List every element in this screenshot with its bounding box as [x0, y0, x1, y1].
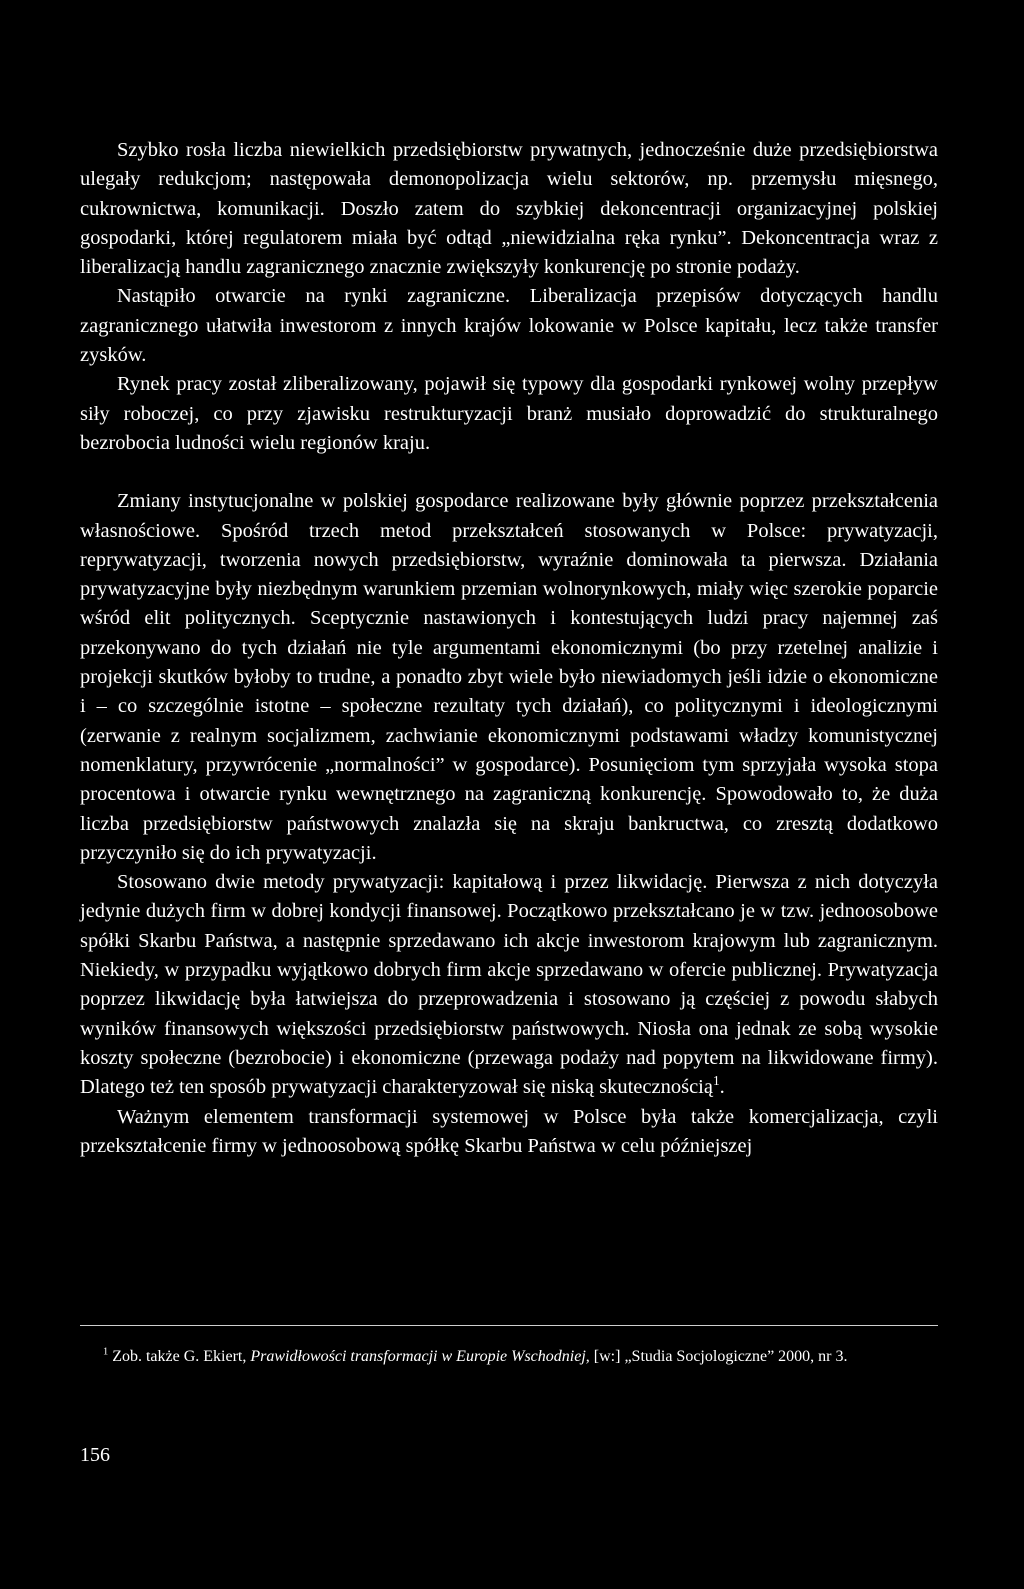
footnote-text-before: Zob. także G. Ekiert, — [112, 1348, 251, 1365]
footnote-divider — [80, 1325, 938, 1326]
paragraph-5 — [80, 868, 938, 1102]
footnote-number: 1 — [103, 1346, 109, 1358]
paragraph-5-text: Stosowano dwie metody prywatyzacji: kapitałową i przez likwidację. Pierwsza z nich dotyczyła jedynie dużych firm w dobrej kondycji finansowej. Początkowo przekształcano je w tzw. jednoosobowe spółki Skarbu Państwa, a następnie sprzedawano ich akcje inwestorom krajowym lub zagranicznym. Niekiedy, w przypadku wyjątkowo dobrych firm akcje sprzedawano w ofercie publicznej. Prywatyzacja poprzez likwidację była łatwiejsza do przeprowadzenia i stosowano ją częściej z powodu słabych wyników finansowych większości przedsiębiorstw państwowych. Niosła ona jednak ze sobą wysokie koszty społeczne (bezrobocie) i ekonomiczne (przewaga podaży nad popytem na likwidowane firmy). Dlatego też ten sposób prywatyzacji charakteryzował się niską skutecznością — [80, 871, 938, 1099]
body-text — [80, 136, 938, 1161]
paragraph-3: Rynek pracy został zliberalizowany, pojawił się typowy dla gospodarki rynkowej wolny przepływ siły roboczej, co przy zjawisku restrukturyzacji branż musiało doprowadzić do strukturalnego bezrobocia ludności wielu regionów kraju. — [80, 373, 938, 454]
footnote-text-after: [w:] „Studia Socjologiczne” 2000, nr 3. — [589, 1348, 848, 1365]
page-number: 156 — [80, 1444, 110, 1466]
paragraph-5-end: . — [719, 1076, 725, 1099]
footnote — [80, 1345, 938, 1368]
footnote-title: Prawidłowości transformacji w Europie Wschodniej, — [250, 1348, 590, 1365]
paragraph-4: Zmiany instytucjonalne w polskiej gospodarce realizowane były głównie poprzez przekształcenia własnościowe. Spośród trzech metod przekształceń stosowanych w Polsce: prywatyzacji, reprywatyzacji, tworzenia nowych przedsiębiorstw, wyraźnie dominowała ta pierwsza. Działania prywatyzacyjne były niezbędnym warunkiem przemian wolnorynkowych, miały więc szerokie poparcie wśród elit politycznych. Sceptycznie nastawionych i kontestujących ludzi pracy najemnej zaś przekonywano do tych działań nie tyle argumentami ekonomicznymi (bo przy rzetelnej analizie i projekcji skutków byłoby to trudne, a ponadto zbyt wiele było niewiadomych jeśli idzie o ekonomiczne i – co szczególnie istotne – społeczne rezultaty tych działań), co politycznymi i ideologicznymi (zerwanie z realnym socjalizmem, zachwianie ekonomicznymi podstawami władzy komunistycznej nomenklatury, przywrócenie „normalności” w gospodarce). Posunięciom tym sprzyjała wysoka stopa procentowa i otwarcie rynku wewnętrznego na zagraniczną konkurencję. Spowodowało to, że duża liczba przedsiębiorstw państwowych znalazła się na skraju bankructwa, co zresztą dodatkowo przyczyniło się do ich prywatyzacji. — [80, 490, 938, 864]
footnote-reference[interactable]: 1 — [712, 1073, 720, 1089]
paragraph-2: Nastąpiło otwarcie na rynki zagraniczne. Liberalizacja przepisów dotyczących handlu zagranicznego ułatwiła inwestorom z innych krajów lokowanie w Polsce kapitału, lecz także transfer zysków. — [80, 285, 938, 367]
paragraph-1: Szybko rosła liczba niewielkich przedsiębiorstw prywatnych, jednocześnie duże przedsiębiorstwa ulegały redukcjom; następowała demonopolizacja wielu sektorów, np. przemysłu mięsnego, cukrownictwa, komunikacji. Doszło zatem do szybkiej dekoncentracji organizacyjnej polskiej gospodarki, której regulatorem miała być odtąd „niewidzialna ręka rynku”. Dekoncentracja wraz z liberalizacją handlu zagranicznego znacznie zwiększyły konkurencję po stronie podaży. — [80, 139, 938, 279]
paragraph-6: Ważnym elementem transformacji systemowej w Polsce była także komercjalizacja, czyli przekształcenie firmy w jednoosobową spółkę Skarbu Państwa w celu późniejszej — [80, 1105, 938, 1157]
